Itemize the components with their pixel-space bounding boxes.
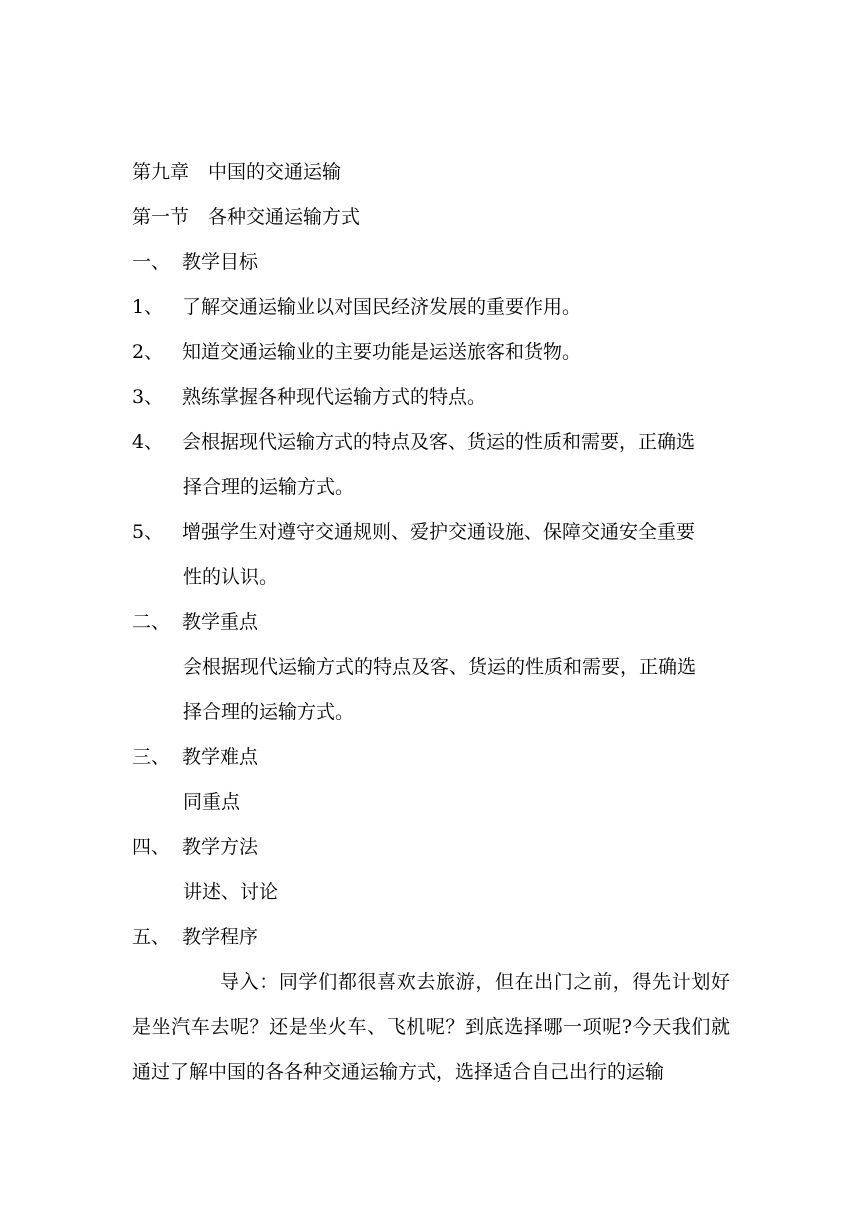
item-text: 增强学生对遵守交通规则、爱护交通设施、保障交通安全重要	[182, 521, 696, 543]
intro-paragraph: 导入：同学们都很喜欢去旅游，但在出门之前，得先计划好是坐汽车去呢？还是坐火车、飞机呢？到底选择哪一项呢?今天我们就通过了解中国的各各种交通运输方式，选择适合自己出行的运输	[132, 971, 730, 1083]
heading-key-point	[132, 610, 258, 634]
heading-label: 教学难点	[182, 746, 259, 768]
heading-number: 二、	[132, 611, 171, 633]
heading-procedure	[132, 925, 258, 949]
item-number: 5、	[132, 521, 164, 543]
heading-number: 一、	[132, 251, 171, 273]
item-text: 了解交通运输业以对国民经济发展的重要作用。	[182, 296, 582, 318]
difficulty-text: 同重点	[183, 791, 241, 813]
heading-label: 教学程序	[182, 926, 259, 948]
section-title: 第一节 各种交通运输方式	[132, 206, 361, 228]
heading-number: 三、	[132, 746, 171, 768]
item-text: 熟练掌握各种现代运输方式的特点。	[182, 386, 487, 408]
objective-item	[132, 520, 695, 544]
item-number: 4、	[132, 431, 164, 453]
item-number: 2、	[132, 341, 164, 363]
item-text: 知道交通运输业的主要功能是运送旅客和货物。	[182, 341, 582, 363]
item-number: 1、	[132, 296, 164, 318]
objective-item	[132, 385, 486, 409]
heading-label: 教学目标	[182, 251, 259, 273]
chapter-title: 第九章 中国的交通运输	[132, 161, 342, 183]
heading-method	[132, 835, 258, 859]
key-point-text: 会根据现代运输方式的特点及客、货运的性质和需要，正确选	[183, 656, 697, 678]
item-text: 会根据现代运输方式的特点及客、货运的性质和需要，正确选	[182, 431, 696, 453]
heading-number: 五、	[132, 926, 171, 948]
method-text: 讲述、讨论	[183, 881, 279, 903]
heading-difficulty	[132, 745, 258, 769]
objective-item	[132, 340, 581, 364]
heading-objectives	[132, 250, 258, 274]
objective-item	[132, 295, 581, 319]
heading-number: 四、	[132, 836, 171, 858]
objective-item-continuation: 性的认识。	[183, 566, 279, 588]
objective-item-continuation: 择合理的运输方式。	[183, 476, 355, 498]
item-number: 3、	[132, 386, 164, 408]
key-point-text: 择合理的运输方式。	[183, 701, 355, 723]
heading-label: 教学重点	[182, 611, 259, 633]
heading-label: 教学方法	[182, 836, 259, 858]
objective-item	[132, 430, 695, 454]
